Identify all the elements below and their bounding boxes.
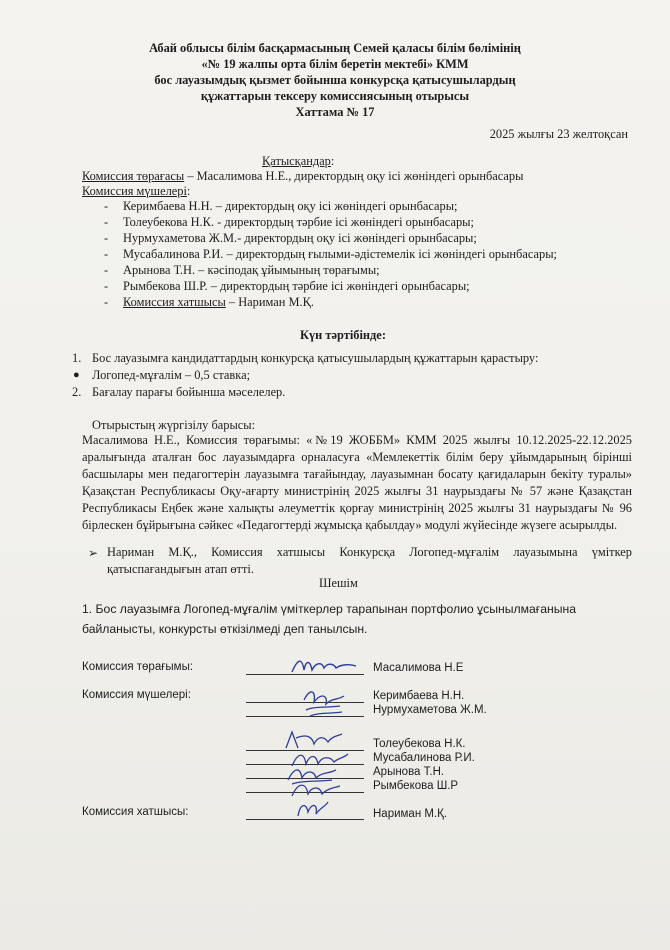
header-line-2: «№ 19 жалпы орта білім беретін мектебі» КММ <box>201 57 469 71</box>
document-page: Абай облысы білім басқармасының Семей қаласы білім бөлімінің «№ 19 жалпы орта білім беретін мектебі» КММ бос лауазымдық қызмет бойынша конкурсқа қатысушылардың құжаттарын тексеру комиссиясының отырысы Хаттама № 17 2025 жылғы 23 желтоқсан Қатысқандар: Комиссия төрағасы – Масалимова Н.Е., директордың оқу ісі жөніндегі орынбасары Комиссия мүшелері: - Керимбаева Н.Н. – директордың оқу ісі жөніндегі орынбасары; - Толеубекова Н.К. - директордың тәрбие ісі жөніндегі орынбасары; - Нурмухаметова Ж.М.- директордың оқу ісі жөніндегі орынбасары; - Мусабалинова Р.И. – директордың ғылыми-әдістемелік ісі жөніндегі орынбасары; - Арынова Т.Н. – кәсіподақ ұйымының төрағымы; - Рымбекова Ш.Р. – директордың тәрбие ісі жөніндегі орынбасары; - Комиссия хатшысы – Нариман М.Қ. Күн тәртібінде: 1. Бос лауазымға кандидаттардың конкурсқа қатысушылардың құжаттарын қарастыру: ● Логопед-мұғалім – 0,5 ставка; 2. Бағалау парағы бойынша мәселелер. Отырыстың жүргізілу барысы: Масалимова Н.Е., Комиссия төрағымы: «№19 ЖОББМ» КММ 2025 жылғы 10.12.2025-22.12.2025 аралығында аталған бос лауазымдарға орналасуға «Мемлекеттік білім беру ұйымдарының бірінші басшылары мен педагогтерін лауазымға тағайындау, лауазымнан босату қағидаларын бекіту туралы» Қазақстан Республикасы Оқу-ағарту министрінің 2025 жылғы 31 наурыздағы № 57 және Қазақстан Республикасы Еңбек және халықты әлеуметтік қорғау министрінің 2025 жылғы 31 наурыздағы № 96 бірлескен бұйрығына сәйкес «Педагогтерді жұмысқа қабылдау» модулі жүйесінде жүзеге асырылды. ➢ Нариман М.Қ., Комиссия хатшысы Конкурсқа Логопед-мұғалім лауазымына үміткер қатыспағандығын атап өтті. Шешім 1. Бос лауазымға Логопед-мұғалім үміткерлер тарапынан портфолио ұсынылмағанына байланысты, конкурсты өткізілмеді деп танылсын. Комиссия төрағымы: Комиссия мүшелері: Комиссия хатшысы: Масалимова Н.Е Керимбаева Н.Н. Нурмухаметова Ж.М. Толеубекова Н.К. Мусабалинова Р.И. Арынова Т.Н. Рымбекова Ш.Р Нариман М.Қ. <box>0 0 670 950</box>
members-heading: Комиссия мүшелері: <box>82 184 191 198</box>
sig-name: Нариман М.Қ. <box>373 808 448 820</box>
sig-secretary-label: Комиссия хатшысы: <box>82 806 189 818</box>
document-date: 2025 жылғы 23 желтоқсан <box>489 127 628 141</box>
header-line-3: бос лауазымдық қызмет бойынша конкурсқа қатысушылардың <box>154 73 516 87</box>
sig-name: Толеубекова Н.К. <box>373 738 466 750</box>
bullet-icon: ● <box>73 369 80 381</box>
sig-name: Керимбаева Н.Н. <box>373 690 465 702</box>
sig-name: Рымбекова Ш.Р <box>373 780 459 792</box>
chair-line <box>82 169 523 184</box>
secretary-note: Нариман М.Қ., Комиссия хатшысы Конкурсқа Логопед-мұғалім лауазымына үміткер қатыспағандығын атап өтті. <box>107 545 632 576</box>
decision-text: 1. Бос лауазымға Логопед-мұғалім үміткерлер тарапынан портфолио ұсынылмағанына байланысты, конкурсты өткізілмеді деп танылсын. <box>82 602 576 636</box>
agenda-bullet: Логопед-мұғалім – 0,5 ставка; <box>92 368 251 382</box>
proceedings-heading: Отырыстың жүргізілу барысы: <box>92 418 256 432</box>
arrow-bullet-icon: ➢ <box>88 546 99 560</box>
sig-name: Арынова Т.Н. <box>373 766 445 778</box>
agenda-item-2: Бағалау парағы бойынша мәселелер. <box>92 385 286 399</box>
chair-label: Комиссия төрағасы <box>82 169 185 183</box>
sig-name: Нурмухаметова Ж.М. <box>373 704 487 716</box>
sig-members-label: Комиссия мүшелері: <box>82 689 191 701</box>
member-item: Толеубекова Н.К. - директордың тәрбие ісі жөніндегі орынбасары; <box>123 215 474 229</box>
chair-text: – Масалимова Н.Е., директордың оқу ісі жөніндегі орынбасары <box>184 169 524 183</box>
sig-name: Мусабалинова Р.И. <box>373 752 475 764</box>
member-item: Рымбекова Ш.Р. – директордың тәрбие ісі жөніндегі орынбасары; <box>123 279 470 293</box>
header-line-4: құжаттарын тексеру комиссиясының отырысы <box>200 89 470 103</box>
proceedings-text: Масалимова Н.Е., Комиссия төрағымы: «№19 ЖОББМ» КММ 2025 жылғы 10.12.2025-22.12.2025 аралығында аталған бос лауазымдарға орналасуға «Мемлекеттік білім беру ұйымдарының бірінші басшылары мен педагогтерін лауазымға тағайындау, лауазымнан босату қағидаларын бекіту туралы» Қазақстан Республикасы Оқу-ағарту министрінің 2025 жылғы 31 наурыздағы № 57 және Қазақстан Республикасы Еңбек және халықты әлеуметтік қорғау министрінің 2025 жылғы 31 наурыздағы № 96 бірлескен бұйрығына сәйкес «Педагогтерді жұмысқа қабылдау» модулі жүйесінде жүзеге асырылды. <box>82 433 632 532</box>
header-line-1: Абай облысы білім басқармасының Семей қаласы білім бөлімінің <box>149 41 521 55</box>
signature-mark <box>290 654 360 678</box>
member-item: Мусабалинова Р.И. – директордың ғылыми-әдістемелік ісі жөніндегі орынбасары; <box>123 247 557 261</box>
member-item: Арынова Т.Н. – кәсіподақ ұйымының төрағымы; <box>123 263 380 277</box>
agenda-heading: Күн тәртібінде: <box>300 328 386 342</box>
signature-mark <box>292 796 332 822</box>
signature-mark <box>300 684 350 720</box>
protocol-number: Хаттама № 17 <box>295 105 375 119</box>
sig-chair-label: Комиссия төрағымы: <box>82 661 194 673</box>
sig-name: Масалимова Н.Е <box>373 662 464 674</box>
agenda-item-1: Бос лауазымға кандидаттардың конкурсқа қатысушылардың құжаттарын қарастыру: <box>92 351 539 365</box>
member-item: Нурмухаметова Ж.М.- директордың оқу ісі жөніндегі орынбасары; <box>123 231 477 245</box>
decision-heading: Шешім <box>319 576 358 590</box>
attendees-heading: Қатысқандар: <box>262 154 335 168</box>
secretary-line: Комиссия хатшысы – Нариман М.Қ. <box>123 295 314 309</box>
member-item: Керимбаева Н.Н. – директордың оқу ісі жөніндегі орынбасары; <box>123 199 458 213</box>
